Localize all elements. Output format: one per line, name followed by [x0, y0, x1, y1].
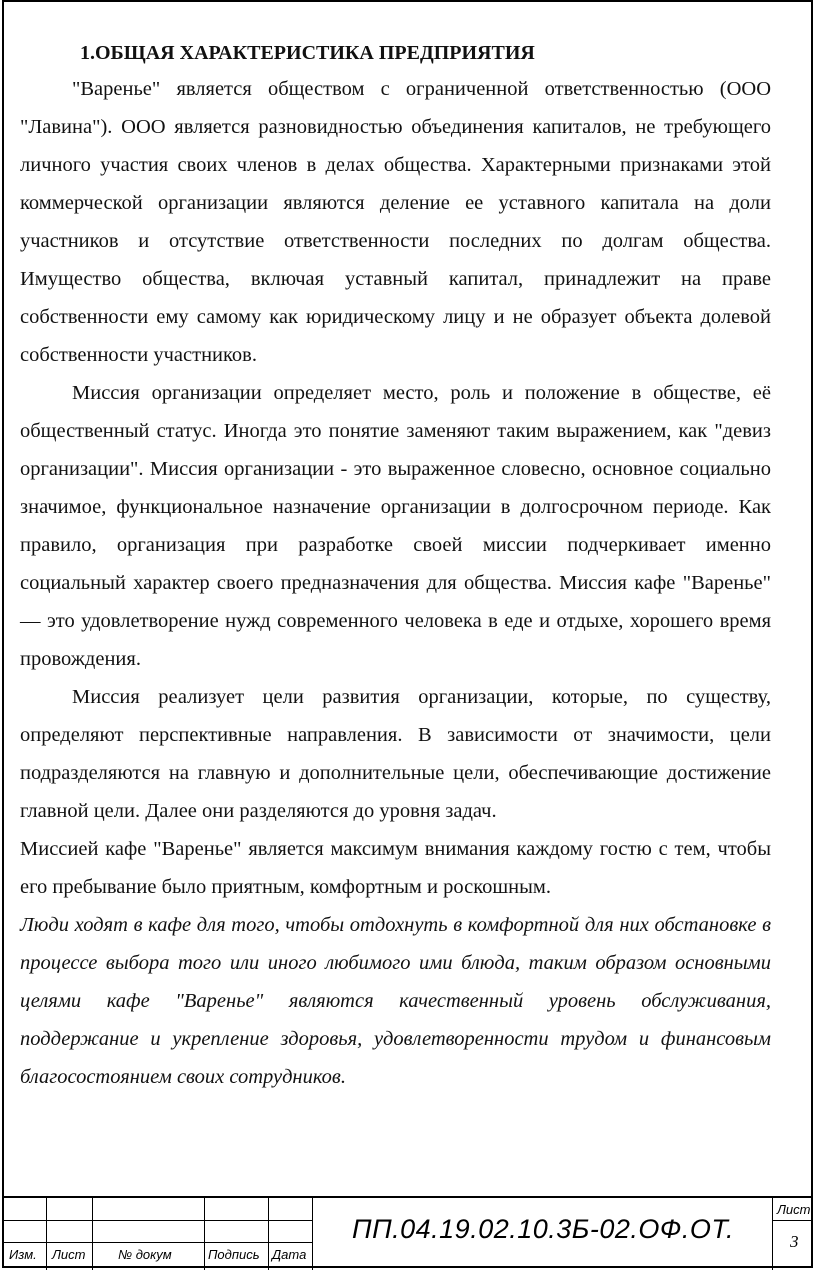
sheet-label: Лист [777, 1202, 811, 1217]
sheet-number: 3 [790, 1232, 799, 1251]
stamp-podpis-label: Подпись [208, 1247, 260, 1262]
stamp-col-line [312, 1198, 313, 1270]
stamp-row-line [4, 1220, 312, 1221]
stamp-col-line [46, 1198, 47, 1270]
paragraph-cafe-goals: Люди ходят в кафе для того, чтобы отдохнуть в комфортной для них обстановке в процессе выбора того или иного любимого ими блюда, таким образом основными целями кафе "Варенье" являются качественный уровень обслуживания, поддержание и укрепление здоровья, удовлетворенности трудом и финансовым благосостоянием своих сотрудников. [20, 914, 771, 1088]
document-body [20, 36, 771, 1096]
stamp-col-line [268, 1198, 269, 1270]
stamp-dokum-label: № докум [118, 1247, 172, 1262]
paragraph-goals: Миссия реализует цели развития организации, которые, по существу, определяют перспективные направления. В зависимости от значимости, цели подразделяются на главную и дополнительные цели, обеспечивающие достижение главной цели. Далее они разделяются до уровня задач. [20, 686, 771, 822]
stamp-row-line [4, 1242, 312, 1243]
paragraph-cafe-mission: Миссией кафе "Варенье" является максимум внимания каждому гостю с тем, чтобы его пребывание было приятным, комфортным и роскошным. [20, 838, 771, 898]
stamp-col-line [772, 1198, 773, 1270]
document-number: ПП.04.19.02.10.3Б-02.ОФ.ОТ. [352, 1214, 734, 1244]
paragraph-company: "Варенье" является обществом с ограниченной ответственностью (ООО "Лавина"). ООО является разновидностью объединения капиталов, не требующего личного участия своих членов в делах общества. Характерными признаками этой коммерческой организации являются деление ее уставного капитала на доли участников и отсутствие ответственности последних по долгам общества. Имущество общества, включая уставный капитал, принадлежит на праве собственности ему самому как юридическому лицу и не образует объекта долевой собственности участников. [20, 78, 771, 366]
paragraph-mission: Миссия организации определяет место, роль и положение в обществе, её общественный статус. Иногда это понятие заменяют таким выражением, как "девиз организации". Миссия организации - это выраженное словесно, основное социально значимое, функциональное назначение организации в долгосрочном периоде. Как правило, организация при разработке своей миссии подчеркивает именно социальный характер своего предназначения для общества. Миссия кафе "Варенье" — это удовлетворение нужд современного человека в еде и отдыхе, хорошего время провождения. [20, 382, 771, 670]
document-sheet [2, 0, 813, 1268]
section-heading: 1.ОБЩАЯ ХАРАКТЕРИСТИКА ПРЕДПРИЯТИЯ [80, 42, 535, 64]
stamp-col-line [92, 1198, 93, 1270]
title-block [4, 1196, 811, 1270]
stamp-izm-label: Изм. [9, 1247, 37, 1262]
stamp-list-label: Лист [52, 1247, 86, 1262]
stamp-data-label: Дата [272, 1247, 307, 1262]
stamp-col-line [204, 1198, 205, 1270]
stamp-row-line [772, 1220, 811, 1221]
